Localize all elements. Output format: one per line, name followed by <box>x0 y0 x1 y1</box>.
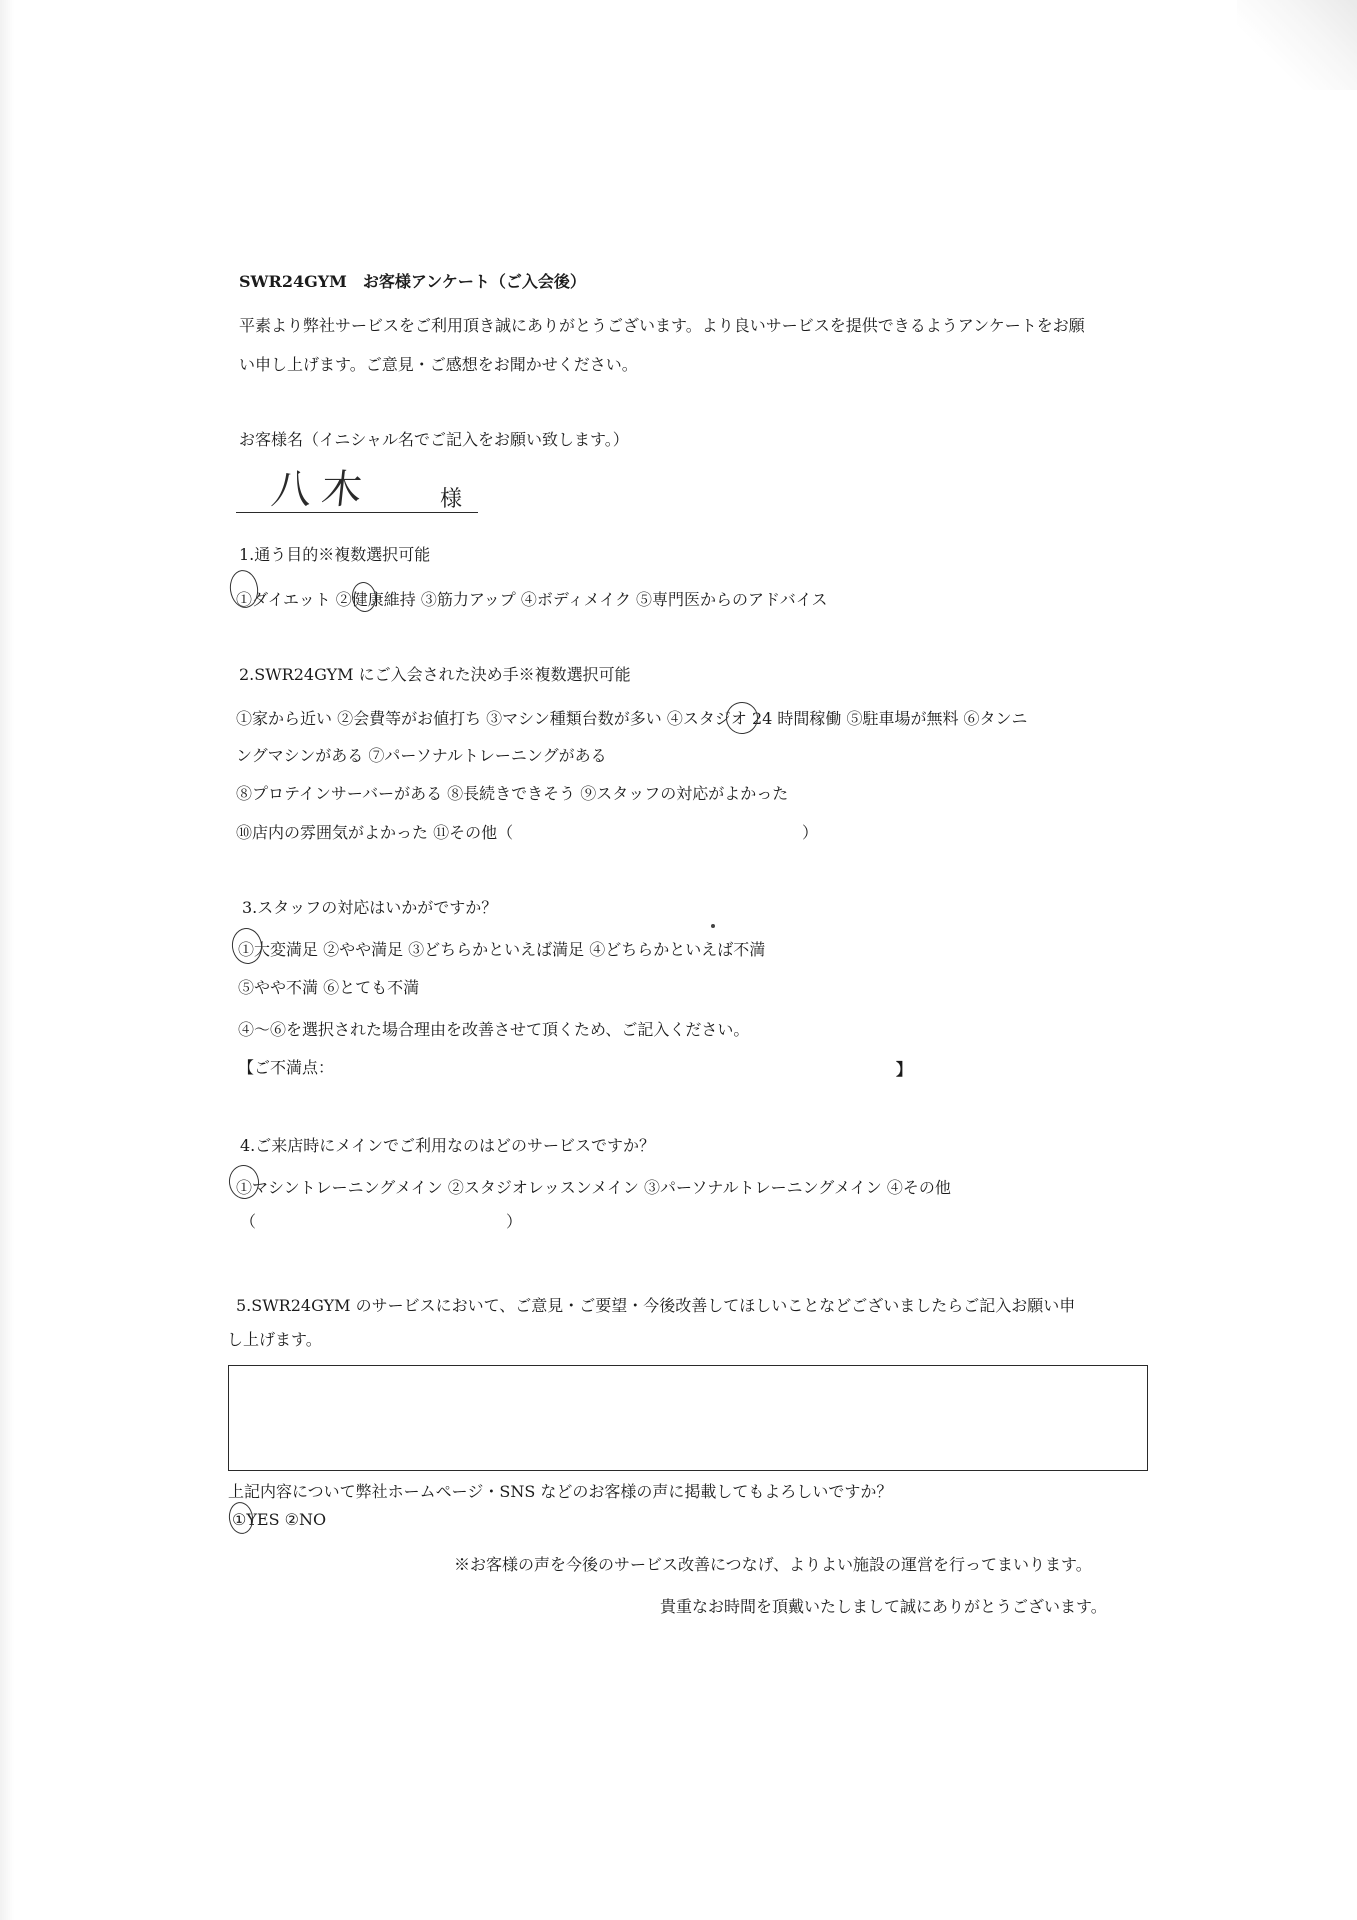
q3-line-2: ⑤やや不満 ⑥とても不満 <box>238 978 420 997</box>
q2-line-4-left: ⑩店内の雰囲気がよかった ⑪その他（ <box>236 823 514 842</box>
q5-consent-question: 上記内容について弊社ホームページ・SNS などのお客様の声に掲載してもよろしいですか？ <box>228 1482 893 1501</box>
q2-line-2: ングマシンがある ⑦パーソナルトレーニングがある <box>236 746 607 765</box>
footer-line-2: 貴重なお時間を頂戴いたしまして誠にありがとうございます。 <box>660 1597 1107 1616</box>
q1-options: ①ダイエット ②健康維持 ③筋力アップ ④ボディメイク ⑤専門医からのアドバイス <box>236 590 828 609</box>
q4-line-1: ①マシントレーニングメイン ②スタジオレッスンメイン ③パーソナルトレーニングメイン ④その他 <box>236 1178 951 1197</box>
name-underline <box>236 512 478 513</box>
footer-line-1: ※お客様の声を今後のサービス改善につなげ、よりよい施設の運営を行ってまいります。 <box>454 1555 1092 1574</box>
intro-line-2: い申し上げます。ご意見・ご感想をお聞かせください。 <box>239 355 638 374</box>
name-label: お客様名（イニシャル名でご記入をお願い致します。） <box>239 430 629 449</box>
q5-heading-2: し上げます。 <box>227 1330 322 1349</box>
q2-line-4-right: ） <box>802 823 819 842</box>
handwritten-name: 八木 <box>269 467 375 513</box>
q2-line-1: ①家から近い ②会費等がお値打ち ③マシン種類台数が多い ④スタジオ 24 時間稼働 ⑤駐車場が無料 ⑥タンニ <box>236 709 1028 728</box>
scan-corner-shadow <box>1237 0 1357 90</box>
q2-circle-4 <box>724 700 760 736</box>
q5-comment-box[interactable] <box>228 1365 1148 1471</box>
q4-line-2-left: （ <box>240 1212 257 1231</box>
q5-consent-options: ①YES ②NO <box>232 1510 327 1529</box>
q5-heading: 5.SWR24GYM のサービスにおいて、ご意見・ご要望・今後改善してほしいことなどございましたらご記入お願い申 <box>236 1296 1076 1315</box>
stray-mark <box>711 924 715 928</box>
scan-edge-shadow <box>0 0 14 1920</box>
name-suffix: 様 <box>440 487 463 512</box>
q3-complaint-label: 【ご不満点： <box>238 1058 335 1077</box>
survey-title: SWR24GYM お客様アンケート（ご入会後） <box>239 272 586 291</box>
intro-line-1: 平素より弊社サービスをご利用頂き誠にありがとうございます。より良いサービスを提供できるようアンケートをお願 <box>239 316 1085 335</box>
q4-line-2-right: ） <box>506 1212 523 1231</box>
q3-heading: 3.スタッフの対応はいかがですか？ <box>242 898 498 917</box>
q4-heading: 4.ご来店時にメインでご利用なのはどのサービスですか？ <box>240 1136 655 1155</box>
q2-line-3: ⑧プロテインサーバーがある ⑧長続きできそう ⑨スタッフの対応がよかった <box>236 784 789 803</box>
q1-heading: 1.通う目的※複数選択可能 <box>239 545 431 564</box>
q2-heading: 2.SWR24GYM にご入会された決め手※複数選択可能 <box>239 665 631 684</box>
q3-note: ④～⑥を選択された場合理由を改善させて頂くため、ご記入ください。 <box>238 1020 750 1039</box>
q3-complaint-close: 】 <box>896 1060 913 1079</box>
q3-line-1: ①大変満足 ②やや満足 ③どちらかといえば満足 ④どちらかといえば不満 <box>238 940 766 959</box>
q5-circle-1 <box>227 1500 255 1535</box>
